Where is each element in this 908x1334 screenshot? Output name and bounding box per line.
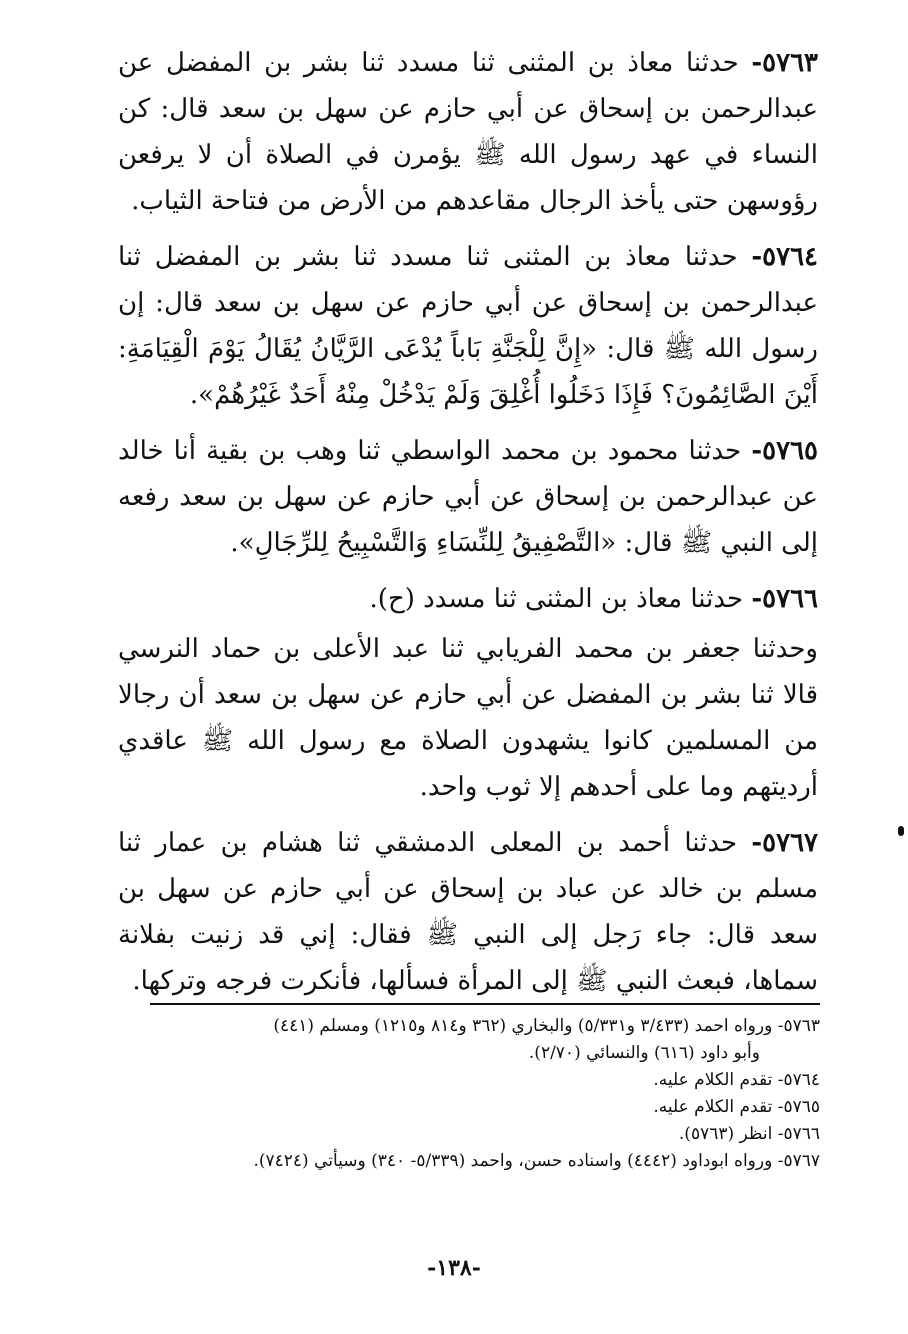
hadith-5765 xyxy=(118,428,818,566)
footnote-text: انظر (٥٧٦٣). xyxy=(678,1124,773,1144)
footnote-number: ٥٧٦٧- xyxy=(777,1151,820,1171)
footnote-item xyxy=(150,1013,820,1040)
footnote-item xyxy=(150,1121,820,1148)
footnote-item xyxy=(150,1040,820,1067)
footnote-text: ورواه ابوداود (٤٤٤٢) واسناده حسن، واحمد (٥/٣٣٩- ٣٤٠) وسيأتي (٧٤٢٤). xyxy=(253,1151,773,1171)
hadith-text: وحدثنا جعفر بن محمد الفريابي ثنا عبد الأعلى بن حماد النرسي قالا ثنا بشر بن المفضل عن أبي حازم عن سهل بن سعد أن رجالا من المسلمين كانوا يشهدون الصلاة مع رسول الله ﷺ عاقدي أرديتهم وما على أحدهم إلا ثوب واحد. xyxy=(118,634,818,802)
hadith-text: حدثنا معاذ بن المثنى ثنا مسدد ثنا بشر بن المفضل ثنا عبدالرحمن بن إسحاق عن أبي حازم عن سهل بن سعد قال: إن رسول الله ﷺ قال: «إِنَّ لِلْجَنَّةِ بَاباً يُدْعَى الرَّيَّانُ يُقَالُ يَوْمَ الْقِيَامَةِ: أَيْنَ الصَّائِمُونَ؟ فَإِذَا دَخَلُوا أُغْلِقَ وَلَمْ يَدْخُلْ مِنْهُ أَحَدٌ غَيْرُهُمْ». xyxy=(118,242,818,410)
footnote-text: تقدم الكلام عليه. xyxy=(653,1070,773,1090)
hadith-number: ٥٧٦٤- xyxy=(751,242,819,272)
footnote-number: ٥٧٦٤- xyxy=(777,1070,820,1090)
hadith-5764 xyxy=(118,234,818,418)
hadith-5766 xyxy=(118,576,818,622)
scan-edge-mark xyxy=(898,826,904,836)
hadith-body xyxy=(118,40,818,1014)
hadith-number: ٥٧٦٧- xyxy=(751,828,819,858)
hadith-text: حدثنا معاذ بن المثنى ثنا مسدد (ح). xyxy=(369,584,744,614)
hadith-text: حدثنا محمود بن محمد الواسطي ثنا وهب بن بقية أنا خالد عن عبدالرحمن بن إسحاق عن أبي حازم عن سهل بن سعد رفعه إلى النبي ﷺ قال: «التَّصْفِيقُ لِلنِّسَاءِ وَالتَّسْبِيحُ لِلرِّجَالِ». xyxy=(118,436,818,558)
hadith-number: ٥٧٦٦- xyxy=(751,584,818,614)
hadith-number: ٥٧٦٣- xyxy=(751,48,818,78)
hadith-5763 xyxy=(118,40,818,224)
footnote-divider xyxy=(150,1003,820,1005)
footnote-text: ورواه احمد (٣/٤٣٣ و٥/٣٣١) والبخاري (٣٦٢ و٨١٤ و١٢١٥) ومسلم (٤٤١) xyxy=(273,1016,773,1036)
footnote-number: ٥٧٦٦- xyxy=(777,1124,820,1144)
hadith-text: حدثنا أحمد بن المعلى الدمشقي ثنا هشام بن عمار ثنا مسلم بن خالد عن عباد بن إسحاق عن أبي حازم عن سهل بن سعد قال: جاء رَجل إلى النبي ﷺ فقال: إني قد زنيت بفلانة سماها، فبعث النبي ﷺ إلى المرأة فسألها، فأنكرت فرجه وتركها. xyxy=(118,828,818,996)
footnote-text: تقدم الكلام عليه. xyxy=(653,1097,773,1117)
footnote-text: وأبو داود (٦١٦) والنسائي (٢/٧٠). xyxy=(528,1043,760,1063)
page-number: -١٣٨- xyxy=(427,1255,481,1281)
footnote-item xyxy=(150,1148,820,1175)
footnote-item xyxy=(150,1067,820,1094)
hadith-5767 xyxy=(118,820,818,1004)
hadith-number: ٥٧٦٥- xyxy=(751,436,819,466)
footnote-number: ٥٧٦٥- xyxy=(777,1097,820,1117)
footnotes xyxy=(150,1013,820,1175)
footnote-item xyxy=(150,1094,820,1121)
hadith-text: حدثنا معاذ بن المثنى ثنا مسدد ثنا بشر بن المفضل عن عبدالرحمن بن إسحاق عن أبي حازم عن سهل بن سعد قال: كن النساء في عهد رسول الله ﷺ يؤمرن في الصلاة أن لا يرفعن رؤوسهن حتى يأخذ الرجال مقاعدهم من الأرض من فتاحة الثياب. xyxy=(118,48,818,216)
hadith-5766-continuation xyxy=(118,626,818,810)
footnote-number: ٥٧٦٣- xyxy=(777,1016,820,1036)
